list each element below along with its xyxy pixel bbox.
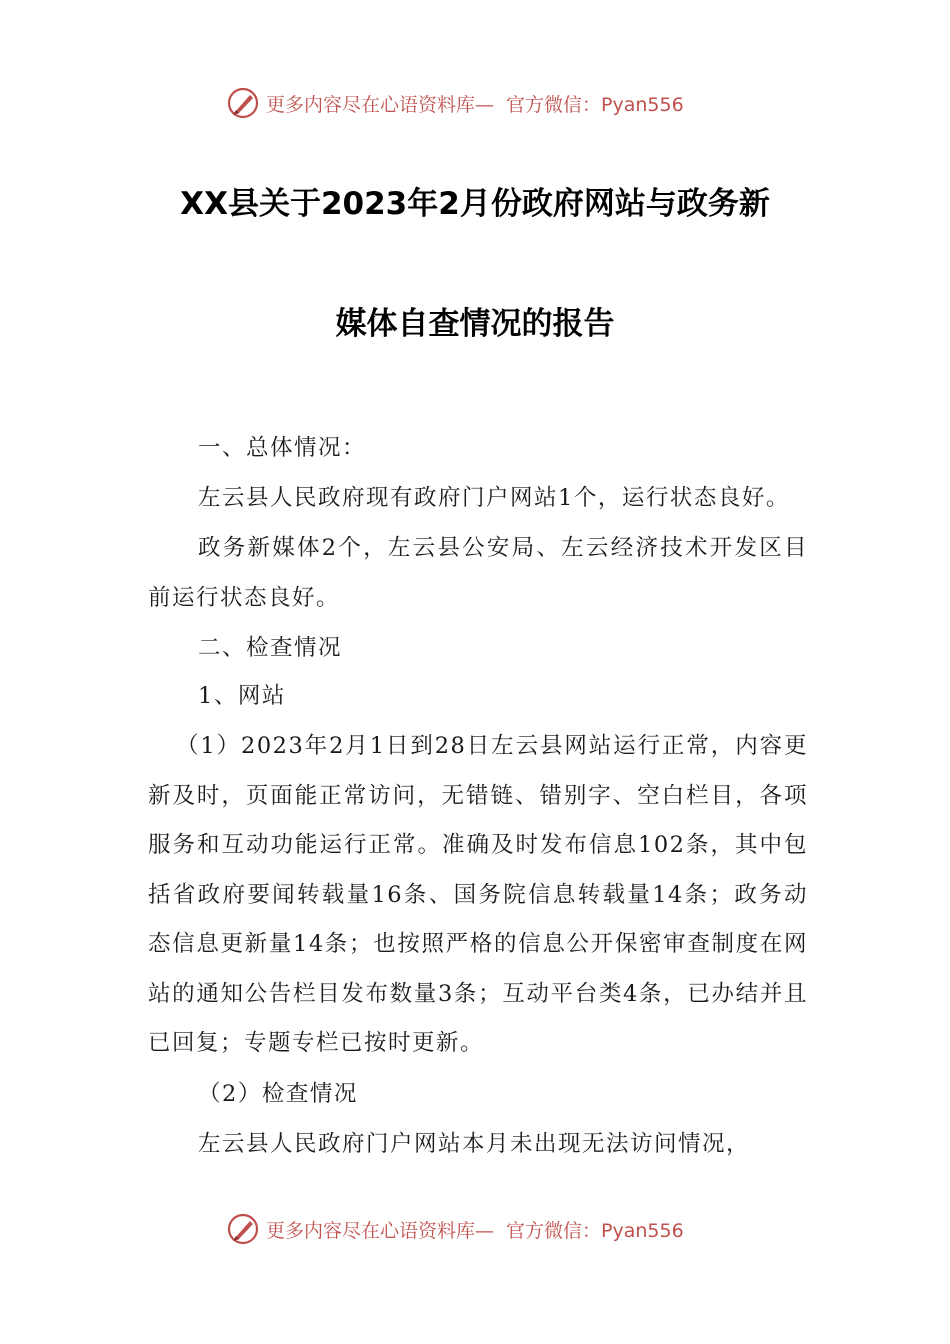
watermark-header (226, 86, 726, 120)
watermark-text: 更多内容尽在心语资料库— (266, 1219, 495, 1242)
subheading-website: 1、网站 (198, 683, 286, 709)
watermark-text: 更多内容尽在心语资料库— (266, 93, 495, 116)
paragraph-website-status: （1）2023年2月1日到28日左云县网站运行正常，内容更新及时，页面能正常访问，无错链、错别字、空白栏目，各项服务和互动功能运行正常。准确及时发布信息102条，其中包括省政府要闻转载量16条、国务院信息转载量14条；政务动态信息更新量14条；也按照严格的信息公开保密审查制度在网站的通知公告栏目发布数量3条；互动平台类4条，已办结并且已回复；专题专栏已按时更新。 (148, 733, 808, 1056)
watermark-wechat: 官方微信：Pyan556 (506, 93, 684, 116)
paragraph-check-detail: 左云县人民政府门户网站本月未出现无法访问情况， (198, 1131, 751, 1157)
document-title-line-1: XX县关于2023年2月份政府网站与政务新 (180, 186, 770, 222)
watermark-footer (226, 1212, 726, 1246)
subheading-check-status: （2）检查情况 (198, 1081, 358, 1107)
paragraph-new-media: 政务新媒体2个，左云县公安局、左云经济技术开发区目前运行状态良好。 (148, 535, 808, 611)
paragraph-portal-sites: 左云县人民政府现有政府门户网站1个，运行状态良好。 (198, 485, 790, 511)
pen-logo-icon (226, 86, 260, 120)
section-heading-overview: 一、总体情况： (198, 435, 367, 461)
section-heading-inspection: 二、检查情况 (198, 635, 343, 661)
document-title-line-2: 媒体自查情况的报告 (335, 306, 615, 342)
watermark-wechat: 官方微信：Pyan556 (506, 1219, 684, 1242)
pen-logo-icon (226, 1212, 260, 1246)
